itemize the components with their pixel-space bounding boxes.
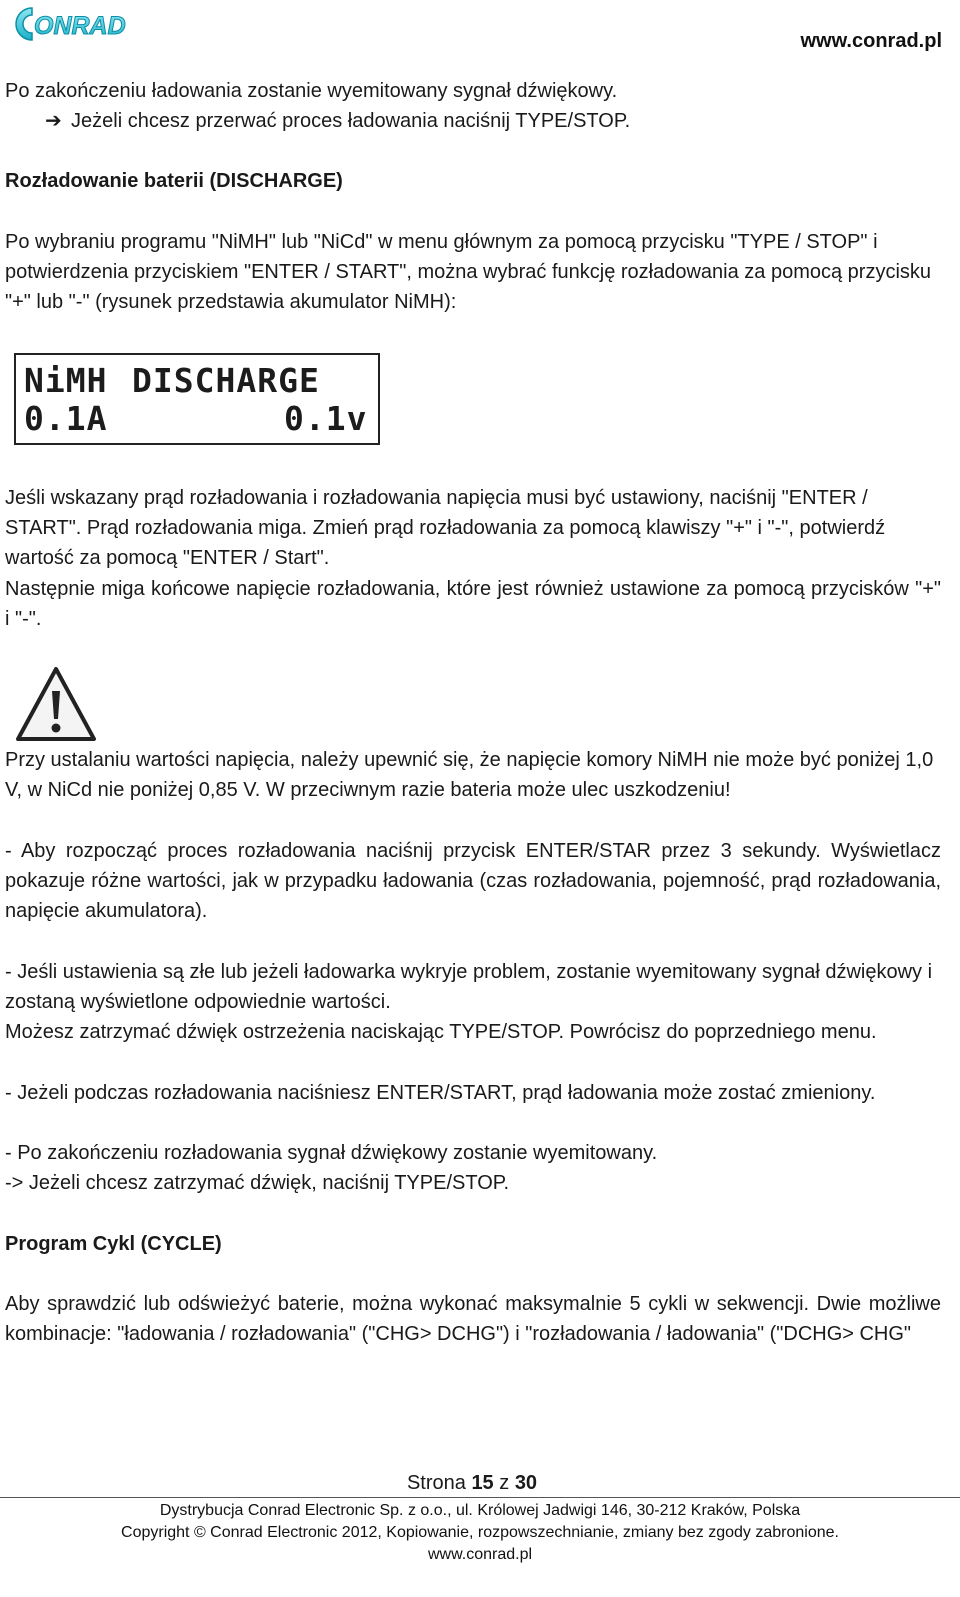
heading-cycle: Program Cykl (CYCLE) xyxy=(5,1233,222,1255)
paragraph-start-discharge: - Aby rozpocząć proces rozładowania naciśnij przycisk ENTER/STAR przez 3 sekundy. Wyświetlacz pokazuje różne wartości, jak w przypadku ładowania (czas rozładowania, pojemność, prąd rozładowania, napięcie akumulatora). xyxy=(5,840,941,923)
lcd-mode: DISCHARGE xyxy=(132,361,320,400)
paragraph-cycle: Aby sprawdzić lub odświeżyć baterie, można wykonać maksymalnie 5 cykli w sekwencji. Dwie możliwe kombinacje: "ładowania / rozładowania" ("CHG> DCHG") i "rozładowania / ładowania" ("DCHG> CHG" xyxy=(5,1293,941,1346)
heading-discharge: Rozładowanie baterii (DISCHARGE) xyxy=(5,170,343,192)
page-separator: z xyxy=(499,1472,510,1494)
conrad-logo xyxy=(4,4,164,44)
paragraph-set-voltage: Następnie miga końcowe napięcie rozładowania, które jest również ustawione za pomocą przycisków "+" i "-". xyxy=(5,578,941,631)
site-url: www.conrad.pl xyxy=(800,30,942,52)
page-number xyxy=(0,1472,944,1495)
paragraph-set-current: Jeśli wskazany prąd rozładowania i rozładowania napięcia musi być ustawiony, naciśnij "ENTER / START". Prąd rozładowania miga. Zmień prąd rozładowania za pomocą klawiszy "+" i "-", potwierdź wartość za pomocą "ENTER / Start". xyxy=(5,487,886,570)
page-current: 15 xyxy=(471,1472,494,1494)
footer-divider xyxy=(0,1497,960,1498)
paragraph-error: - Jeśli ustawienia są złe lub jeżeli ładowarka wykryje problem, zostanie wyemitowany sygnał dźwiękowy i zostaną wyświetlone odpowiednie wartości. xyxy=(5,961,933,1014)
page-label: Strona xyxy=(406,1472,466,1494)
lcd-voltage: 0.1v xyxy=(284,399,368,438)
page-total: 30 xyxy=(514,1472,538,1494)
footer-distribution: Dystrybucja Conrad Electronic Sp. z o.o., ul. Królowej Jadwigi 146, 30-212 Kraków, Polska xyxy=(159,1502,801,1519)
paragraph-stop-charge-text: Jeżeli chcesz przerwać proces ładowania naciśnij TYPE/STOP. xyxy=(71,110,631,132)
paragraph-stop-sound: Możesz zatrzymać dźwięk ostrzeżenia naciskając TYPE/STOP. Powrócisz do poprzedniego menu. xyxy=(5,1021,877,1043)
warning-icon xyxy=(14,665,98,743)
footer-copyright: Copyright © Conrad Electronic 2012, Kopiowanie, rozpowszechnianie, zmiany bez zgody zabronione. xyxy=(121,1524,839,1541)
paragraph-change-current: - Jeżeli podczas rozładowania naciśniesz ENTER/START, prąd ładowania może zostać zmieniony. xyxy=(5,1082,876,1104)
svg-text:ONRAD: ONRAD xyxy=(34,12,126,40)
paragraph-charge-end: Po zakończeniu ładowania zostanie wyemitowany sygnał dźwiękowy. xyxy=(5,80,618,102)
paragraph-stop-charge xyxy=(45,106,941,136)
paragraph-discharge-intro-text: Po wybraniu programu "NiMH" lub "NiCd" w menu głównym za pomocą przycisku "TYPE / STOP" i potwierdzenia przyciskiem "ENTER / START", można wybrać funkcję rozładowania za pomocą przycisku "+" lub "-" (rysunek przedstawia akumulator NiMH): xyxy=(5,231,932,314)
paragraph-discharge-end: - Po zakończeniu rozładowania sygnał dźwiękowy zostanie wyemitowany. xyxy=(5,1142,658,1164)
lcd-battery-type: NiMH xyxy=(24,361,108,400)
paragraph-voltage-warning: Przy ustalaniu wartości napięcia, należy upewnić się, że napięcie komory NiMH nie może być poniżej 1,0 V, w NiCd nie poniżej 0,85 V. W przeciwnym razie bateria może ulec uszkodzeniu! xyxy=(5,749,934,802)
lcd-current: 0.1A xyxy=(24,399,108,438)
paragraph-discharge-intro xyxy=(5,227,941,318)
lcd-display-figure xyxy=(14,353,380,445)
arrow-right-icon: ➔ xyxy=(45,110,62,132)
paragraph-stop-signal: -> Jeżeli chcesz zatrzymać dźwięk, naciśnij TYPE/STOP. xyxy=(5,1172,510,1194)
footer-url: www.conrad.pl xyxy=(427,1546,533,1563)
